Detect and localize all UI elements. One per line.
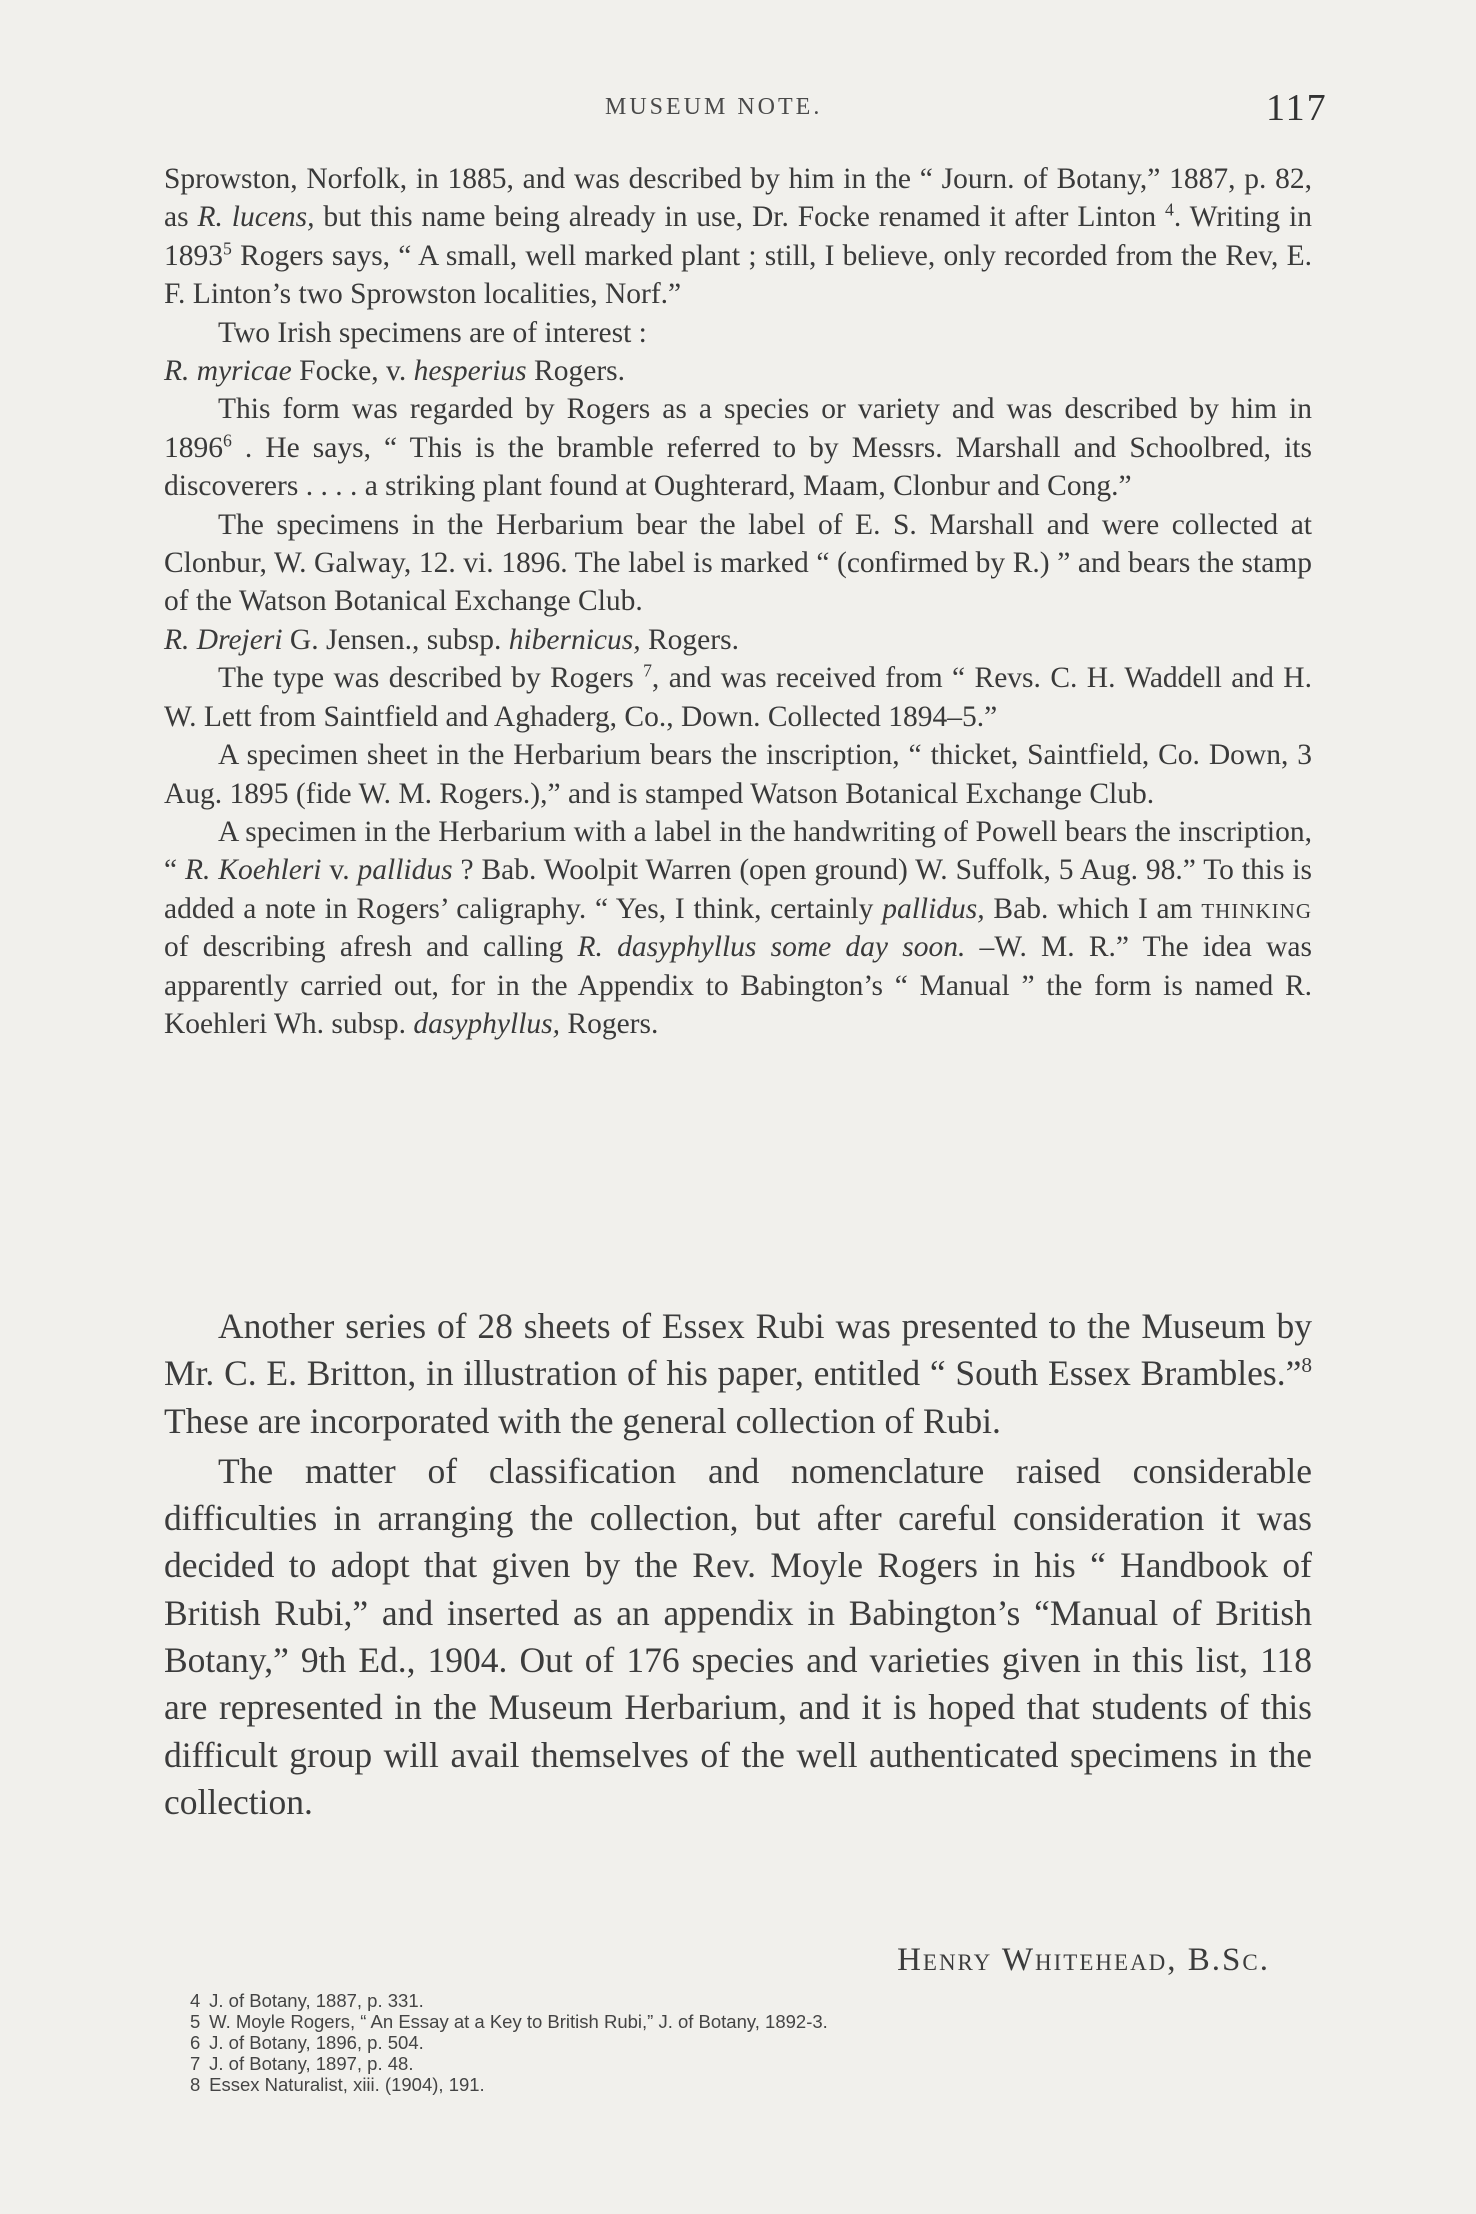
footnote: 5 W. Moyle Rogers, “ An Essay at a Key to British Rubi,” J. of Botany, 1892-3.	[190, 2011, 828, 2032]
large-type-section	[164, 1303, 1312, 1826]
footnotes	[190, 1990, 1310, 2095]
paragraph-essex-rubi: Another series of 28 sheets of Essex Rubi was presented to the Museum by Mr. C. E. Britton, in illustration of his paper, entitled “ South Essex Brambles.”$^8$ These are incorporated with the general collection of Rubi.	[164, 1306, 1312, 1441]
footnote: 6 J. of Botany, 1896, p. 504.	[190, 2032, 424, 2053]
footnote: 7 J. of Botany, 1897, p. 48.	[190, 2053, 414, 2074]
paragraph-sprowston: Sprowston, Norfolk, in 1885, and was described by him in the “ Journ. of Botany,” 1887, p. 82, as R. lucens, but this name being already in use, Dr. Focke renamed it after Linton $^4$. Writing in 1893$^5$ Rogers says, “ A small, well marked plant ; still, I believe, only recorded from the Rev, E. F. Linton’s two Sprowston localities, Norf.”	[164, 163, 1312, 311]
footnote-ref: 4	[1164, 199, 1174, 220]
page-header	[0, 86, 1476, 136]
paragraph-classification: The matter of classification and nomenclature raised considerable difficulties in arranging the collection, but after careful consideration it was decided to adopt that given by the Rev. Moyle Rogers in his “ Handbook of British Rubi,” and inserted as an appendix in Babington’s “Manual of British Botany,” 9th Ed., 1904. Out of 176 species and varieties given in this list, 118 are represented in the Museum Herbarium, and it is hoped that students of this difficult group will avail themselves of the well authenticated specimens in the collection.	[164, 1450, 1312, 1822]
page-number: 117	[1266, 87, 1328, 129]
species-heading-drejeri: R. Drejeri G. Jensen., subsp. hibernicus, Rogers.	[164, 623, 739, 656]
species-heading-myricae: R. myricae Focke, v. hesperius Rogers.	[164, 355, 625, 388]
paragraph-specimen-sheet: A specimen sheet in the Herbarium bears the inscription, “ thicket, Saintfield, Co. Down, 3 Aug. 1895 (fide W. M. Rogers.),” and is stamped Watson Botanical Exchange Club.	[164, 739, 1312, 810]
author-signature: Henry Whitehead, B.Sc.	[897, 1942, 1270, 1978]
footnote: 4 J. of Botany, 1887, p. 331.	[190, 1990, 424, 2011]
footnote-ref: 5	[223, 238, 232, 259]
paragraph-herbarium-label: The specimens in the Herbarium bear the label of E. S. Marshall and were collected at Clonbur, W. Galway, 12. vi. 1896. The label is marked “ (confirmed by R.) ” and bears the stamp of the Watson Botanical Exchange Club.	[164, 508, 1312, 618]
paragraph-myricae-description: This form was regarded by Rogers as a species or variety and was described by him in 1896$^6$ . He says, “ This is the bramble referred to by Messrs. Marshall and Schoolbred, its discoverers . . . . a striking plant found at Oughterard, Maam, Clonbur and Cong.”	[164, 393, 1312, 503]
paragraph-drejeri-type: The type was described by Rogers $^7$, and was received from “ Revs. C. H. Waddell and H. W. Lett from Saintfield and Aghaderg, Co., Down. Collected 1894–5.”	[164, 660, 1312, 733]
footnote-ref: 8	[1301, 1353, 1312, 1378]
running-head: MUSEUM NOTE.	[605, 94, 823, 120]
footnote: 8 Essex Naturalist, xiii. (1904), 191.	[190, 2074, 485, 2095]
small-type-section	[164, 160, 1312, 1043]
footnote-ref: 6	[223, 430, 232, 451]
italic-name: R. lucens,	[197, 201, 315, 234]
paragraph-powell-specimen: A specimen in the Herbarium with a label in the handwriting of Powell bears the inscription, “ R. Koehleri v. pallidus ? Bab. Woolpit Warren (open ground) W. Suffolk, 5 Aug. 98.” To this is added a note in Rogers’ caligraphy. “ Yes, I think, certainly pallidus, Bab. which I am thinking of describing afresh and calling R. dasyphyllus some day soon. –W. M. R.” The idea was apparently carried out, for in the Appendix to Babington’s “ Manual ” the form is named R. Koehleri Wh. subsp. dasyphyllus, Rogers.	[164, 815, 1312, 1040]
paragraph-irish-specimens: Two Irish specimens are of interest :	[218, 316, 647, 349]
footnote-ref: 7	[643, 660, 652, 681]
